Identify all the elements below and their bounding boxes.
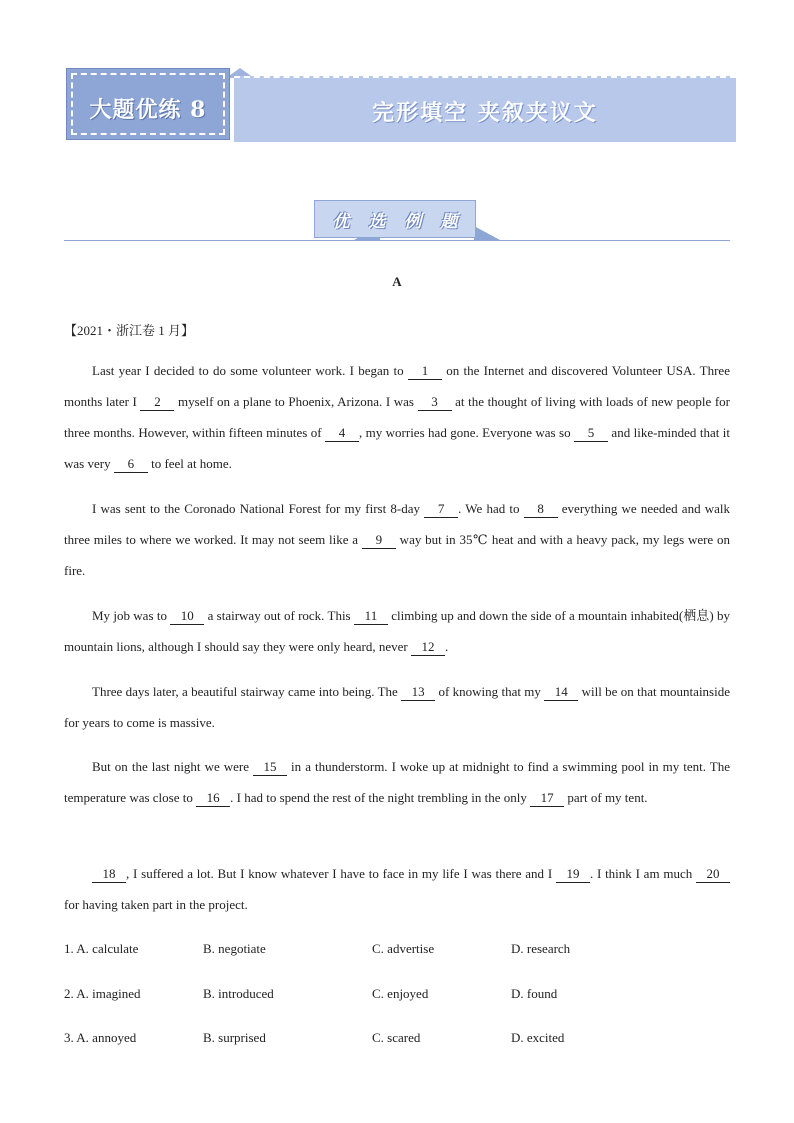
passage-text: , my worries had gone. Everyone was so (358, 425, 575, 440)
blank-4: 4 (325, 425, 359, 442)
blank-12: 12 (411, 639, 445, 656)
passage-text: myself on a plane to Phoenix, Arizona. I was (174, 394, 418, 409)
blank-19: 19 (556, 866, 590, 883)
passage-text: My job was to (92, 608, 171, 623)
section-char: 选 (368, 211, 386, 232)
blank-5: 5 (574, 425, 608, 442)
banner-tag-label: 大题优练 8 (89, 97, 207, 123)
blank-1: 1 (408, 363, 442, 380)
passage-text: But on the last night we were (92, 759, 254, 774)
question-row (64, 986, 730, 1006)
option-d: D. excited (511, 1030, 565, 1045)
passage-paragraph (64, 493, 730, 586)
blank-16: 16 (196, 790, 230, 807)
passage-text: on the Internet and discovered Volunteer USA. Three months later I (64, 363, 730, 409)
blank-7: 7 (424, 501, 458, 518)
option-a: 3. A. annoyed (64, 1030, 137, 1045)
section-divider (64, 240, 730, 241)
passage-text: . I had to spend the rest of the night trembling in the only (230, 790, 531, 805)
option-d: D. found (511, 986, 558, 1001)
blank-3: 3 (418, 394, 452, 411)
passage-text: Three days later, a beautiful stairway came into being. The (92, 684, 402, 699)
option-c: C. scared (372, 1030, 421, 1045)
option-a: 1. A. calculate (64, 941, 139, 956)
option-d: D. research (511, 941, 571, 956)
blank-6: 6 (114, 456, 148, 473)
passage-text: at the thought of living with loads of new people for three months. However, within fifteen minutes of (64, 394, 730, 440)
passage-text: . I think I am much (589, 866, 696, 881)
blank-15: 15 (253, 759, 287, 776)
blank-9: 9 (362, 532, 396, 549)
passage-text: , I suffered a lot. But I know whatever I have to face in my life I was there and I (126, 866, 556, 881)
blank-17: 17 (530, 790, 564, 807)
passage-text: . (444, 639, 449, 654)
passage-paragraph (64, 676, 730, 738)
passage-text: a stairway out of rock. This (204, 608, 354, 623)
option-b: B. negotiate (203, 941, 266, 956)
question-row (64, 941, 730, 961)
option-b: B. introduced (203, 986, 274, 1001)
passage-text: to feel at home. (147, 456, 232, 471)
passage-text: part of my tent. (564, 790, 648, 805)
option-c: C. enjoyed (372, 986, 429, 1001)
passage-paragraph (64, 751, 730, 813)
banner-title-strip (234, 76, 736, 142)
option-c: C. advertise (372, 941, 435, 956)
section-char: 例 (404, 211, 422, 232)
option-b: B. surprised (203, 1030, 266, 1045)
passage-text: way but in 35℃ heat and with a heavy pack, my legs were on fire. (64, 532, 730, 578)
ribbon-right-wing (474, 226, 500, 240)
blank-8: 8 (524, 501, 558, 518)
blank-13: 13 (401, 684, 435, 701)
passage-text: . We had to (458, 501, 524, 516)
section-char: 优 (332, 211, 350, 232)
passage-paragraph (64, 600, 730, 662)
source-label: 【2021・浙江卷 1 月】 (64, 323, 195, 338)
passage-text: and like-minded that it was very (64, 425, 730, 471)
part-heading: A (392, 274, 402, 289)
blank-2: 2 (140, 394, 174, 411)
passage-text: climbing up and down the side of a mountain inhabited(栖息) by mountain lions, although I should say they were only heard, never (64, 608, 731, 654)
passage-paragraph (64, 858, 730, 920)
blank-20: 20 (696, 866, 730, 883)
banner-tag (66, 68, 230, 140)
blank-14: 14 (544, 684, 578, 701)
passage-text: of knowing that my (435, 684, 545, 699)
passage-paragraph (64, 355, 730, 479)
blank-11: 11 (354, 608, 388, 625)
section-char: 题 (440, 211, 458, 232)
header-banner (66, 66, 736, 142)
option-a: 2. A. imagined (64, 986, 141, 1001)
section-title-box (314, 200, 476, 238)
blank-10: 10 (170, 608, 204, 625)
passage-text: I was sent to the Coronado National Forest for my first 8-day (92, 501, 425, 516)
page-title: 完形填空 夹叙夹议文 (372, 100, 598, 126)
passage-text: for having taken part in the project. (64, 897, 248, 912)
passage-text: Last year I decided to do some volunteer work. I began to (92, 363, 408, 378)
section-ribbon (64, 198, 730, 244)
question-row (64, 1030, 730, 1050)
passage-text: everything we needed and walk three miles to where we worked. It may not seem like a (64, 501, 730, 547)
blank-18: 18 (92, 866, 126, 883)
passage-text: in a thunderstorm. I woke up at midnight to find a swimming pool in my tent. The temperature was close to (64, 759, 730, 805)
passage-text: will be on that mountainside for years to come is massive. (64, 684, 730, 730)
